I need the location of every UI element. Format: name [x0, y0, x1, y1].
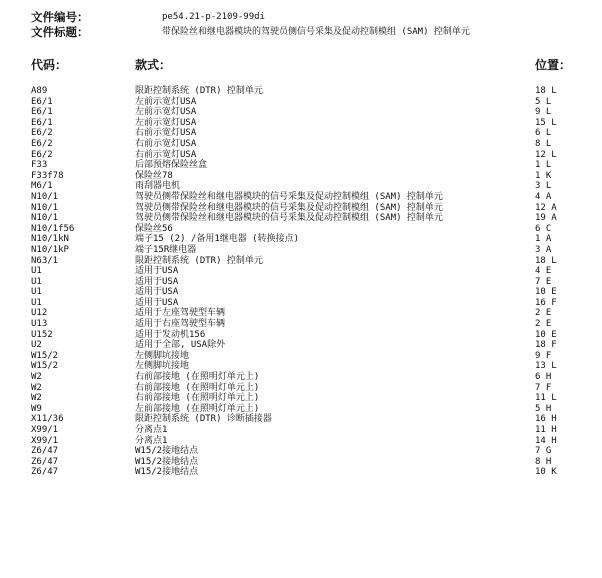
file-number-value: pe54.21-p-2109-99di	[162, 12, 265, 22]
list-item	[0, 436, 602, 447]
list-item	[0, 404, 602, 415]
component-code: E6/2	[31, 138, 53, 149]
component-description: 左前示宽灯USA	[135, 107, 197, 118]
component-code: U152	[31, 329, 53, 340]
component-code: N10/1f56	[31, 223, 75, 234]
component-code: X99/1	[31, 425, 59, 435]
list-item	[0, 139, 602, 150]
component-position: 8 H	[535, 456, 552, 467]
column-header-position: 位置：	[535, 58, 572, 72]
component-description: 右前示宽灯USA	[135, 149, 197, 160]
component-position: 9 F	[535, 350, 552, 361]
component-code: W2	[31, 393, 42, 404]
component-description: 后部预熔保险丝盒	[135, 160, 208, 171]
component-code: U13	[31, 319, 48, 330]
component-code: Z6/47	[31, 446, 59, 457]
component-code: U2	[31, 340, 42, 351]
list-item	[0, 298, 602, 309]
component-description: 右前示宽灯USA	[135, 138, 197, 149]
list-item	[0, 266, 602, 277]
component-description: W15/2接地结点	[135, 446, 199, 457]
component-code: E6/2	[31, 149, 53, 160]
component-code: U1	[31, 276, 42, 287]
component-description: 保险丝78	[135, 170, 173, 181]
component-position: 10 K	[535, 467, 557, 478]
component-description: 适用于USA	[135, 276, 179, 287]
component-position: 2 E	[535, 319, 552, 330]
component-position: 18 L	[535, 86, 557, 96]
file-number-label: 文件编号：	[31, 10, 89, 24]
component-description: 适用于USA	[135, 266, 179, 277]
list-item	[0, 467, 602, 478]
component-code: W15/2	[31, 350, 59, 361]
list-item	[0, 150, 602, 161]
component-code: M6/1	[31, 181, 53, 192]
component-position: 16 F	[535, 297, 557, 308]
component-code: X99/1	[31, 435, 59, 446]
component-description: 保险丝56	[135, 223, 173, 234]
component-code: W15/2	[31, 361, 59, 372]
component-code: U12	[31, 308, 48, 319]
list-item	[0, 308, 602, 319]
component-description: 右前部接地 (在照明灯单元上)	[135, 382, 260, 393]
component-code: N10/1	[31, 191, 59, 202]
component-description: W15/2接地结点	[135, 456, 199, 467]
component-description: 适用于发动机156	[135, 329, 206, 340]
component-description: 限距控制系统 (DTR) 控制单元	[135, 86, 263, 96]
component-code: N10/1kP	[31, 244, 69, 255]
component-code: N10/1	[31, 202, 59, 213]
list-item	[0, 457, 602, 468]
column-header-description: 款式：	[135, 58, 172, 72]
file-title-value: 带保险丝和继电器模块的驾驶员侧信号采集及促动控制模组 (SAM) 控制单元	[162, 27, 470, 37]
component-code: U1	[31, 266, 42, 277]
component-description: 适用于USA	[135, 287, 179, 298]
component-description: 适用于全部, USA除外	[135, 340, 226, 351]
component-description: 左侧脚坑接地	[135, 350, 190, 361]
component-position: 13 L	[535, 361, 557, 372]
component-position: 12 A	[535, 202, 557, 213]
component-position: 16 H	[535, 414, 557, 425]
component-code: N63/1	[31, 255, 59, 266]
component-position: 7 F	[535, 382, 552, 393]
component-code: U1	[31, 287, 42, 298]
component-position: 1 A	[535, 234, 552, 245]
component-description: 分离点1	[135, 425, 168, 435]
component-description: 左侧脚坑接地	[135, 361, 190, 372]
list-item	[0, 128, 602, 139]
component-list	[0, 86, 602, 478]
component-code: F33	[31, 160, 48, 171]
component-position: 3 A	[535, 244, 552, 255]
component-code: Z6/47	[31, 456, 59, 467]
column-header-code: 代码：	[31, 58, 68, 72]
list-item	[0, 192, 602, 203]
component-description: 左前示宽灯USA	[135, 117, 197, 128]
component-position: 19 A	[535, 213, 557, 224]
list-item	[0, 213, 602, 224]
list-item	[0, 181, 602, 192]
component-position: 1 K	[535, 170, 552, 181]
component-description: 端子15 (2) /备用1继电器 (转换接点)	[135, 234, 300, 245]
component-description: 驾驶员侧带保险丝和继电器模块的信号采集及促动控制模组 (SAM) 控制单元	[135, 202, 443, 213]
component-description: 右前部接地 (在照明灯单元上)	[135, 393, 260, 404]
file-title-row	[31, 25, 591, 39]
component-position: 1 L	[535, 160, 552, 171]
component-position: 6 C	[535, 223, 552, 234]
component-description: 驾驶员侧带保险丝和继电器模块的信号采集及促动控制模组 (SAM) 控制单元	[135, 191, 443, 202]
list-item	[0, 203, 602, 214]
component-description: 右前部接地 (在照明灯单元上)	[135, 372, 260, 383]
list-item	[0, 383, 602, 394]
list-item	[0, 256, 602, 267]
list-item	[0, 287, 602, 298]
component-code: W9	[31, 403, 42, 414]
component-description: 限距控制系统 (DTR) 控制单元	[135, 255, 263, 266]
list-item	[0, 361, 602, 372]
list-item	[0, 372, 602, 383]
component-code: N10/1	[31, 213, 59, 224]
component-position: 5 H	[535, 403, 552, 414]
list-item	[0, 97, 602, 108]
component-position: 15 L	[535, 117, 557, 128]
component-description: 适用于左座驾驶型车辆	[135, 308, 226, 319]
component-code: N10/1kN	[31, 234, 69, 245]
list-item	[0, 277, 602, 288]
list-item	[0, 171, 602, 182]
component-description: 端子15R继电器	[135, 244, 197, 255]
component-description: 适用于右座驾驶型车辆	[135, 319, 226, 330]
component-code: E6/1	[31, 96, 53, 107]
component-description: 驾驶员侧带保险丝和继电器模块的信号采集及促动控制模组 (SAM) 控制单元	[135, 213, 443, 224]
component-code: E6/1	[31, 117, 53, 128]
component-position: 4 A	[535, 191, 552, 202]
list-item	[0, 245, 602, 256]
component-description: 右前示宽灯USA	[135, 128, 197, 139]
component-position: 7 G	[535, 446, 552, 457]
component-position: 18 L	[535, 255, 557, 266]
list-item	[0, 330, 602, 341]
component-position: 5 L	[535, 96, 552, 107]
component-position: 6 H	[535, 372, 552, 383]
component-code: W2	[31, 382, 42, 393]
component-description: 适用于USA	[135, 297, 179, 308]
component-code: E6/1	[31, 107, 53, 118]
list-item	[0, 414, 602, 425]
component-code: W2	[31, 372, 42, 383]
component-position: 6 L	[535, 128, 552, 139]
component-code: U1	[31, 297, 42, 308]
component-position: 10 E	[535, 287, 557, 298]
file-number-row	[31, 10, 591, 24]
list-item	[0, 351, 602, 362]
list-item	[0, 340, 602, 351]
component-position: 4 E	[535, 266, 552, 277]
component-description: 左前部接地 (在照明灯单元上)	[135, 403, 260, 414]
component-code: Z6/47	[31, 467, 59, 478]
component-description: 分离点1	[135, 435, 168, 446]
list-item	[0, 393, 602, 404]
component-position: 10 E	[535, 329, 557, 340]
list-item	[0, 160, 602, 171]
list-item	[0, 107, 602, 118]
component-position: 18 F	[535, 340, 557, 351]
list-item	[0, 224, 602, 235]
component-description: 限距控制系统 (DTR) 诊断插接器	[135, 414, 272, 425]
component-position: 11 H	[535, 425, 557, 435]
list-item	[0, 118, 602, 129]
component-position: 9 L	[535, 107, 552, 118]
component-position: 7 E	[535, 276, 552, 287]
component-position: 14 H	[535, 435, 557, 446]
component-description: 左前示宽灯USA	[135, 96, 197, 107]
list-item	[0, 86, 602, 97]
list-item	[0, 234, 602, 245]
list-item	[0, 446, 602, 457]
component-description: 雨刮器电机	[135, 181, 181, 192]
list-item	[0, 319, 602, 330]
component-position: 12 L	[535, 149, 557, 160]
file-title-label: 文件标题：	[31, 25, 89, 39]
component-description: W15/2接地结点	[135, 467, 199, 478]
component-position: 2 E	[535, 308, 552, 319]
component-code: F33f78	[31, 170, 64, 181]
list-item	[0, 425, 602, 436]
component-code: X11/36	[31, 414, 64, 425]
component-position: 8 L	[535, 138, 552, 149]
component-position: 3 L	[535, 181, 552, 192]
component-position: 11 L	[535, 393, 557, 404]
component-code: E6/2	[31, 128, 53, 139]
component-code: A89	[31, 86, 48, 96]
